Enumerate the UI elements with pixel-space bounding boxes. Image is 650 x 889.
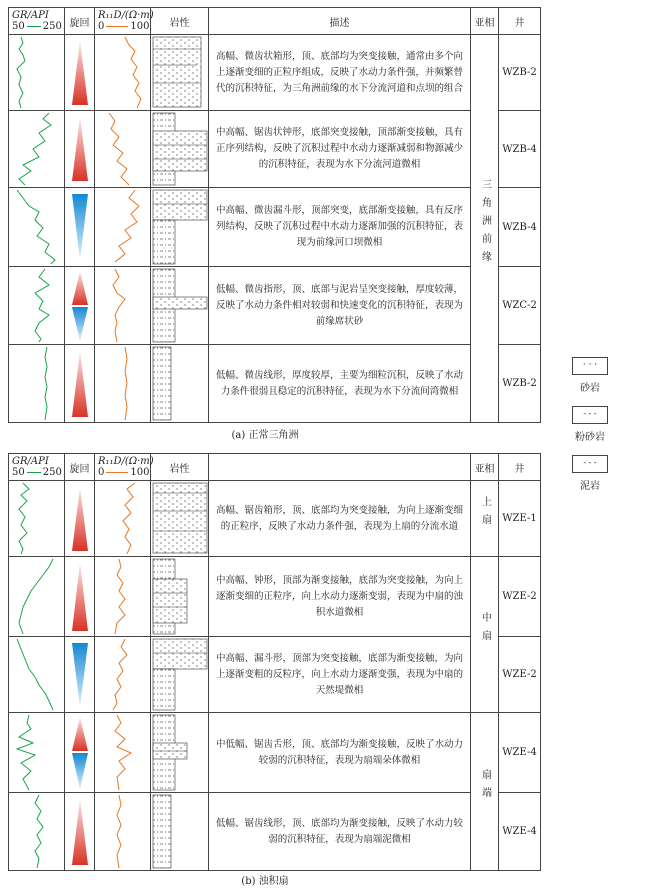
res-curve-cell <box>95 188 151 267</box>
res-curve <box>125 347 127 420</box>
description-cell: 中高幅、锯齿状钟形，底部突变接触，顶部渐变接触，具有正序列结构，反映了沉积过程中水动力逐渐减弱和物源减少的沉积特征，表现为水下分流河道微相 <box>209 111 471 188</box>
gr-curve <box>45 347 47 420</box>
description-cell: 中高幅、漏斗形，顶部为突变接触，底部为渐变接触，为向上逐渐变粗的反粒序，向上水动力逐渐变强，表现为中扇的天然堤微相 <box>209 637 471 713</box>
description-cell: 低幅、微齿线形，厚度较厚，主要为细粒沉积，反映了水动力条件很弱且稳定的沉积特征，表现为水下分流间湾微相 <box>209 345 471 423</box>
res-max: 100 <box>130 21 150 32</box>
lithology-cell <box>151 111 209 188</box>
table-row <box>9 713 541 793</box>
description-header: 描述 <box>209 8 471 35</box>
cycle-cell <box>65 35 95 111</box>
gr-curve-cell <box>9 188 65 267</box>
res-curve <box>115 715 131 790</box>
cycle-triangle-down <box>72 753 88 789</box>
subfacies-cell <box>471 481 499 557</box>
cycle-triangle-down <box>72 643 88 707</box>
legend-pattern: · · · <box>582 360 598 370</box>
legend-label: 泥岩 <box>580 481 600 492</box>
gr-line-sample <box>27 26 41 27</box>
res-curve <box>123 483 135 554</box>
res-curve-cell <box>95 35 151 111</box>
res-label: R₁₁D/(Ω·m) <box>98 10 154 21</box>
gr-curve <box>19 559 53 634</box>
gr-max: 250 <box>42 467 62 478</box>
subfacies-cell <box>471 557 499 713</box>
description-cell: 中高幅、钟形，顶部为渐变接触，底部为突变接触，为向上逐渐变细的正粒序，向上水动力逐渐变弱，表现为中扇的浊积水道微相 <box>209 557 471 637</box>
table-row <box>9 481 541 557</box>
lithology-silt <box>153 347 171 420</box>
gr-line-sample <box>27 472 41 473</box>
description-cell: 低幅、锯齿线形，顶、底部均为渐变接触，反映了水动力较弱的沉积特征，表现为扇端泥微相 <box>209 793 471 871</box>
lithology-sand <box>153 190 207 220</box>
res-curve <box>115 559 125 634</box>
gr-label: GR/API <box>12 10 49 21</box>
legend-swatch <box>572 406 608 424</box>
cycle-triangle-up <box>72 351 88 417</box>
table-turbidite-fan <box>8 453 541 871</box>
gr-curve-cell <box>9 111 65 188</box>
res-curve-cell <box>95 637 151 713</box>
res-curve-cell <box>95 111 151 188</box>
res-curve-cell <box>95 557 151 637</box>
cycle-triangle-up <box>72 717 88 751</box>
well-cell: WZE-1 <box>499 481 541 557</box>
lithology-sand <box>153 639 207 669</box>
gr-curve-cell <box>9 481 65 557</box>
res-min: 0 <box>98 467 105 478</box>
caption-a: (a) 正常三角洲 <box>231 430 299 441</box>
well-cell: WZE-4 <box>499 793 541 871</box>
well-cell: WZB-4 <box>499 111 541 188</box>
gr-curve-cell <box>9 35 65 111</box>
legend-label: 砂岩 <box>580 383 600 394</box>
res-curve <box>125 37 141 108</box>
legend-pattern: - - - <box>583 458 597 467</box>
well-cell: WZB-4 <box>499 188 541 267</box>
cycle-triangle-up <box>72 487 88 551</box>
legend-swatch <box>572 455 608 473</box>
cycle-triangle-up <box>72 799 88 865</box>
cycle-triangle-down <box>72 307 88 341</box>
table-normal-delta <box>8 7 541 423</box>
subfacies-header: 亚相 <box>471 8 499 35</box>
cycle-cell <box>65 111 95 188</box>
table-row <box>9 267 541 345</box>
well-cell: WZE-4 <box>499 713 541 793</box>
table-row <box>9 345 541 423</box>
res-line-sample <box>106 26 128 27</box>
description-cell: 中低幅、锯齿舌形，顶、底部均为渐变接触，反映了水动力较弱的沉积特征，表现为扇端朵体微相 <box>209 713 471 793</box>
gr-curve <box>35 795 43 868</box>
lithology-sand <box>153 579 187 623</box>
cycle-cell <box>65 713 95 793</box>
legend-pattern: - - - <box>583 409 597 418</box>
res-header <box>95 8 154 35</box>
gr-header <box>9 454 65 481</box>
lithology-cell <box>151 557 209 637</box>
cycle-cell <box>65 481 95 557</box>
subfacies-header: 亚相 <box>471 454 499 481</box>
res-min: 0 <box>98 21 105 32</box>
gr-curve-cell <box>9 713 65 793</box>
cycle-header: 旋回 <box>65 8 95 35</box>
lithology-cell <box>151 188 209 267</box>
lithology-cell <box>151 637 209 713</box>
well-cell: WZC-2 <box>499 267 541 345</box>
subfacies-label: 中扇 <box>479 611 491 648</box>
lithology-cell <box>151 793 209 871</box>
table-row <box>9 111 541 188</box>
gr-curve <box>19 483 29 554</box>
res-curve-cell <box>95 793 151 871</box>
lithology-cell <box>151 35 209 111</box>
cycle-cell <box>65 188 95 267</box>
gr-curve <box>35 269 49 342</box>
lithology-sand <box>153 131 207 171</box>
lithology-cell <box>151 267 209 345</box>
res-header <box>95 454 154 481</box>
gr-curve <box>19 113 51 185</box>
res-curve <box>113 269 125 342</box>
lithology-sand <box>153 297 207 309</box>
lithology-silt <box>153 795 171 868</box>
gr-curve-cell <box>9 557 65 637</box>
well-cell: WZB-2 <box>499 35 541 111</box>
table-row <box>9 637 541 713</box>
table-header-row <box>9 454 541 481</box>
res-curve <box>115 190 139 262</box>
lithology-header: 岩性 <box>151 8 209 35</box>
lithology-cell <box>151 481 209 557</box>
legend-sandstone <box>565 357 615 394</box>
well-cell: WZE-2 <box>499 557 541 637</box>
res-curve <box>113 639 127 710</box>
description-cell: 低幅、微齿指形，顶、底部与泥岩呈突变接触，厚度较薄，反映了水动力条件相对较弱和快速变化的沉积特征，表现为前缘席状砂 <box>209 267 471 345</box>
cycle-cell <box>65 345 95 423</box>
gr-min: 50 <box>12 21 25 32</box>
lithology-cell <box>151 345 209 423</box>
subfacies-label: 上扇 <box>479 495 491 532</box>
lithology-sand <box>153 37 201 107</box>
cycle-cell <box>65 557 95 637</box>
table-row <box>9 188 541 267</box>
subfacies-cell <box>471 35 499 423</box>
description-cell: 中高幅、微齿漏斗形，顶部突变，底部渐变接触，具有反序列结构，反映了沉积过程中水动力逐渐加强的沉积特征，表现为前缘河口坝微相 <box>209 188 471 267</box>
well-cell: WZE-2 <box>499 637 541 713</box>
res-label: R₁₁D/(Ω·m) <box>98 456 154 467</box>
lithology-cell <box>151 713 209 793</box>
legend-swatch <box>572 357 608 375</box>
legend-mudstone <box>565 455 615 492</box>
description-header <box>209 454 471 481</box>
gr-curve <box>17 715 35 790</box>
gr-curve-cell <box>9 637 65 713</box>
gr-min: 50 <box>12 467 25 478</box>
well-cell: WZB-2 <box>499 345 541 423</box>
res-line-sample <box>106 472 128 473</box>
legend-siltstone <box>565 406 615 443</box>
res-max: 100 <box>130 467 150 478</box>
legend-label: 粉砂岩 <box>575 432 605 443</box>
subfacies-label: 三角洲前缘 <box>479 178 491 269</box>
cycle-triangle-up <box>72 271 88 305</box>
table-row <box>9 793 541 871</box>
cycle-triangle-up <box>72 41 88 105</box>
cycle-cell <box>65 637 95 713</box>
lithology-sand <box>153 483 207 553</box>
description-cell: 高幅、微齿状箱形，顶、底部均为突变接触，通常由多个向上逐渐变细的正粒序组成，反映了水动力条件强，并频繁替代的沉积特征，为三角洲前缘的水下分流河道和点坝的组合 <box>209 35 471 111</box>
subfacies-cell <box>471 713 499 871</box>
caption-b: (b) 浊积扇 <box>241 876 289 887</box>
gr-curve-cell <box>9 345 65 423</box>
well-header: 井 <box>499 8 541 35</box>
gr-label: GR/API <box>12 456 49 467</box>
gr-curve <box>17 190 55 264</box>
table-header-row <box>9 8 541 35</box>
cycle-triangle-up <box>72 117 88 181</box>
cycle-triangle-up <box>72 563 88 631</box>
description-cell: 高幅、锯齿箱形，顶、底部均为突变接触，为向上逐渐变细的正粒序，反映了水动力条件强，表现为上扇的分流水道 <box>209 481 471 557</box>
gr-header <box>9 8 65 35</box>
subfacies-label: 扇端 <box>479 768 491 805</box>
cycle-cell <box>65 267 95 345</box>
cycle-triangle-down <box>72 194 88 260</box>
res-curve <box>117 795 121 868</box>
gr-curve-cell <box>9 793 65 871</box>
gr-curve-cell <box>9 267 65 345</box>
res-curve-cell <box>95 481 151 557</box>
cycle-header: 旋回 <box>65 454 95 481</box>
gr-max: 250 <box>42 21 62 32</box>
gr-curve <box>17 639 53 710</box>
res-curve <box>109 113 129 185</box>
gr-curve <box>17 37 25 108</box>
res-curve-cell <box>95 713 151 793</box>
res-curve-cell <box>95 345 151 423</box>
cycle-cell <box>65 793 95 871</box>
table-row <box>9 35 541 111</box>
well-header: 井 <box>499 454 541 481</box>
lithology-header: 岩性 <box>151 454 209 481</box>
res-curve-cell <box>95 267 151 345</box>
table-row <box>9 557 541 637</box>
